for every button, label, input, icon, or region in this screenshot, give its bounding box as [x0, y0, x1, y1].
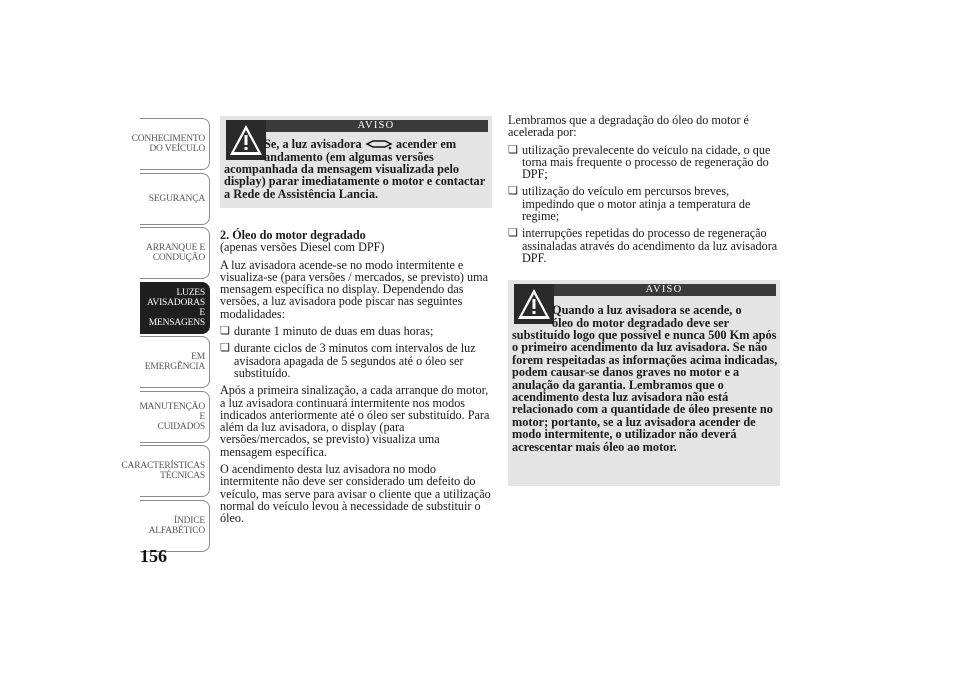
paragraph: Lembramos que a degradação do óleo do motor é acelerada por: — [508, 113, 749, 140]
list-item: ❏ utilização prevalecente do veículo na cidade, o que torna mais frequente o processo de regeneração do DPF; — [508, 144, 780, 181]
list-item: ❏ durante 1 minuto de duas em duas horas; — [220, 325, 492, 337]
tab-label: ARRANQUE E CONDUÇÃO — [146, 243, 205, 263]
section-heading: 2. Óleo do motor degradado — [220, 228, 366, 242]
right-column — [508, 114, 780, 269]
tab-label: SEGURANÇA — [148, 193, 205, 204]
left-column — [220, 229, 492, 530]
warning-text-line2: óleo do motor degradado deve ser — [552, 315, 730, 330]
tab-label: MANUTENÇÃO E CUIDADOS — [139, 401, 205, 432]
warning-text-body: acompanhada da mensagem visualizada pelo display) parar imediatamente o motor e contactar a Rede de Assistência Lancia. — [224, 162, 485, 201]
page-number: 156 — [140, 546, 167, 566]
paragraph: O acendimento desta luz avisadora no modo intermitente não deve ser considerado um defeito do veículo, mas serve para avisar o cliente que a utilização normal do veículo levou à necessidade de substituir o óleo. — [220, 462, 491, 526]
tab-label: LUZES AVISADORAS E MENSAGENS — [146, 287, 205, 328]
paragraph: A luz avisadora acende-se no modo intermitente e visualiza-se (para versões / mercados, se previsto) uma mensagem específica no display. Dependendo das versões, a luz avisadora pode piscar nas seguintes modalidades: — [220, 257, 489, 321]
warning-text-line1: Quando a luz avisadora se acende, o — [552, 303, 742, 317]
list-item: ❏ durante ciclos de 3 minutos com intervalos de luz avisadora apagada de 5 segundos até o óleo ser substituído. — [220, 342, 492, 379]
tab-label: EM EMERGÊNCIA — [144, 352, 205, 372]
list-item: ❏ interrupções repetidas do processo de regeneração assinaladas através do acendimento da luz avisadora DPF. — [508, 227, 780, 264]
warning-box-oil-pressure — [220, 116, 492, 208]
warning-box-oil-degraded — [508, 280, 780, 486]
tab-conhecimento[interactable] — [131, 118, 210, 170]
chapter-tabs — [121, 118, 210, 554]
tab-seguranca[interactable] — [140, 173, 210, 225]
warning-text-a: Se, a luz avisadora — [264, 137, 362, 152]
tab-label: CONHECIMENTO DO VEÍCULO — [131, 134, 205, 154]
paragraph: Após a primeira sinalização, a cada arranque do motor, a luz avisadora continuará intermitente nos modos indicados anteriormente até o óleo ser substituído. Para além da luz avisadora, o display (para versões/mercados, se previsto) visualiza uma mensagem específica. — [220, 383, 490, 459]
warning-triangle-icon — [226, 120, 266, 160]
warning-title: AVISO — [552, 284, 776, 296]
tab-luzes[interactable] — [140, 282, 210, 334]
tab-caracteristicas[interactable] — [121, 445, 210, 497]
tab-label: ÍNDICE ALFABÉTICO — [148, 515, 205, 536]
tab-manutencao[interactable] — [140, 391, 210, 443]
tab-arranque[interactable] — [140, 227, 210, 279]
tab-emergencia[interactable] — [140, 336, 210, 388]
section-subheading: (apenas versões Diesel com DPF) — [220, 240, 385, 255]
list-item: ❏ utilização do veículo em percursos breves, impedindo que o motor atinja a temperatura de regime; — [508, 185, 780, 222]
warning-text-line2: andamento (em algumas versões — [264, 149, 434, 164]
tab-indice[interactable] — [140, 500, 210, 552]
tab-label: CARACTERÍSTICAS TÉCNICAS — [121, 461, 205, 481]
warning-text-b: acender em — [395, 137, 457, 152]
warning-text-body: substituído logo que possível e nunca 500 Km após o primeiro acendimento da luz avisadora. Se não forem respeitadas as informações acima indicadas, podem causar-se danos graves no motor e a anulação da garantia. Lembramos que o acendimento desta luz avisadora não está relacionado com a quantidade de óleo presente no motor; portanto, se a luz avisadora acender de modo intermitente, o utilizador não deverá acrescentar mais óleo ao motor. — [512, 328, 778, 454]
warning-triangle-icon — [514, 284, 554, 324]
warning-title: AVISO — [264, 120, 488, 132]
